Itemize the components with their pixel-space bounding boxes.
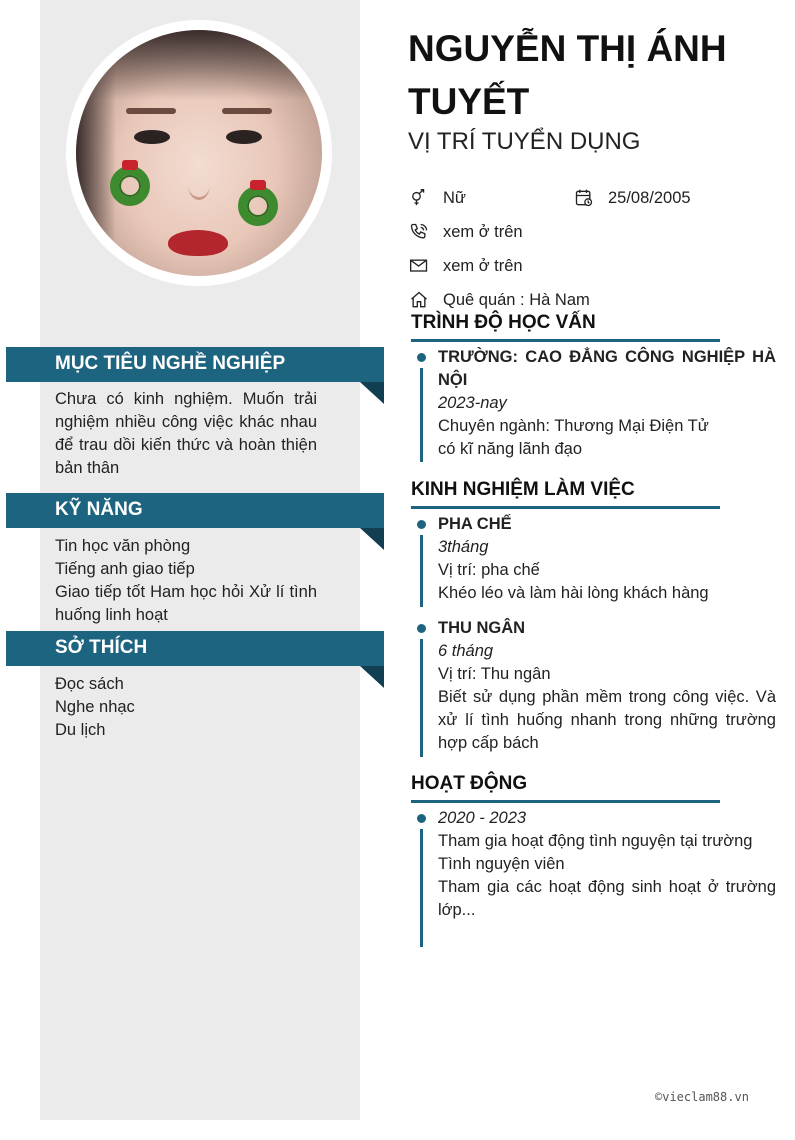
experience-desc: Khéo léo và làm hài lòng khách hàng xyxy=(438,584,709,602)
email-row xyxy=(408,256,523,276)
list-item: Giao tiếp tốt Ham học hỏi Xử lí tình huống linh hoạt xyxy=(55,583,317,624)
activity-name: Tham gia hoạt động tình nguyện tại trường xyxy=(438,832,753,850)
experience-entry xyxy=(420,513,776,605)
education-major: Chuyên ngành: Thương Mại Điện Tử xyxy=(438,417,709,435)
skills-list xyxy=(55,535,317,627)
list-item: Nghe nhạc xyxy=(55,698,135,716)
home-icon xyxy=(408,290,430,310)
education-school: TRƯỜNG: CAO ĐẲNG CÔNG NGHIỆP HÀ NỘI xyxy=(438,348,776,389)
ribbon-fold xyxy=(360,666,384,688)
objective-title: MỤC TIÊU NGHỀ NGHIỆP xyxy=(55,353,286,374)
list-item: Tin học văn phòng xyxy=(55,537,191,555)
activity-entry xyxy=(420,807,776,922)
birthdate-value: 25/08/2005 xyxy=(608,188,691,207)
hobbies-header xyxy=(6,631,384,666)
activities-heading: HOẠT ĐỘNG xyxy=(411,773,528,794)
experience-role: Vị trí: Thu ngân xyxy=(438,665,551,683)
list-item: Đọc sách xyxy=(55,675,124,693)
timeline-line xyxy=(420,535,423,607)
list-item: Du lịch xyxy=(55,721,106,739)
objective-text: Chưa có kinh nghiệm. Muốn trải nghiệm nhiều công việc khác nhau để trau dồi kiến thức và hoàn thiện bản thân xyxy=(55,390,317,477)
email-value: xem ở trên xyxy=(443,256,523,275)
list-item: Tiếng anh giao tiếp xyxy=(55,560,195,578)
activity-role: Tình nguyện viên xyxy=(438,855,565,873)
birthdate-row xyxy=(573,188,691,208)
hometown-value: Quê quán : Hà Nam xyxy=(443,290,590,309)
skills-header xyxy=(6,493,384,528)
experience-period: 6 tháng xyxy=(438,642,494,660)
timeline-line xyxy=(420,368,423,462)
activity-desc: Tham gia các hoạt động sinh hoạt ở trường lớp... xyxy=(438,878,776,919)
avatar xyxy=(66,20,332,286)
avatar-photo xyxy=(76,30,322,276)
bullet-dot xyxy=(417,520,426,529)
experience-desc: Biết sử dụng phần mềm trong công việc. Và xử lí tình huống nhanh trong những trường hợp cấp bách xyxy=(438,688,776,752)
experience-entry xyxy=(420,617,776,755)
experience-period: 3tháng xyxy=(438,538,489,556)
skills-title: KỸ NĂNG xyxy=(55,499,143,520)
experience-company: PHA CHẾ xyxy=(438,515,512,533)
bullet-dot xyxy=(417,814,426,823)
watermark: ©vieclam88.vn xyxy=(655,1090,749,1104)
experience-company: THU NGÂN xyxy=(438,619,526,637)
education-entry xyxy=(420,346,776,461)
ribbon-fold xyxy=(360,528,384,550)
phone-icon xyxy=(408,222,430,242)
position-title: VỊ TRÍ TUYỂN DỤNG xyxy=(408,128,641,155)
hobbies-list xyxy=(55,673,317,742)
envelope-icon xyxy=(408,256,430,276)
ribbon-fold xyxy=(360,382,384,404)
section-divider xyxy=(411,506,720,509)
section-divider xyxy=(411,339,720,342)
timeline-line xyxy=(420,639,423,757)
timeline-line xyxy=(420,829,423,947)
gender-row xyxy=(408,188,466,208)
bullet-dot xyxy=(417,624,426,633)
candidate-name: NGUYỄN THỊ ÁNH TUYẾT xyxy=(408,28,727,122)
hometown-row xyxy=(408,290,590,310)
phone-value: xem ở trên xyxy=(443,222,523,241)
wreath-sticker-icon xyxy=(238,186,278,226)
hobbies-title: SỞ THÍCH xyxy=(55,637,148,658)
experience-role: Vị trí: pha chế xyxy=(438,561,540,579)
education-heading: TRÌNH ĐỘ HỌC VẤN xyxy=(411,312,596,333)
calendar-icon xyxy=(573,188,595,208)
objective-header xyxy=(6,347,384,382)
wreath-sticker-icon xyxy=(110,166,150,206)
section-divider xyxy=(411,800,720,803)
bullet-dot xyxy=(417,353,426,362)
phone-row xyxy=(408,222,523,242)
gender-icon xyxy=(408,188,430,208)
education-note: có kĩ năng lãnh đạo xyxy=(438,440,583,458)
activity-period: 2020 - 2023 xyxy=(438,809,527,827)
experience-heading: KINH NGHIỆM LÀM VIỆC xyxy=(411,479,635,500)
gender-value: Nữ xyxy=(443,188,466,207)
education-period: 2023-nay xyxy=(438,394,507,412)
